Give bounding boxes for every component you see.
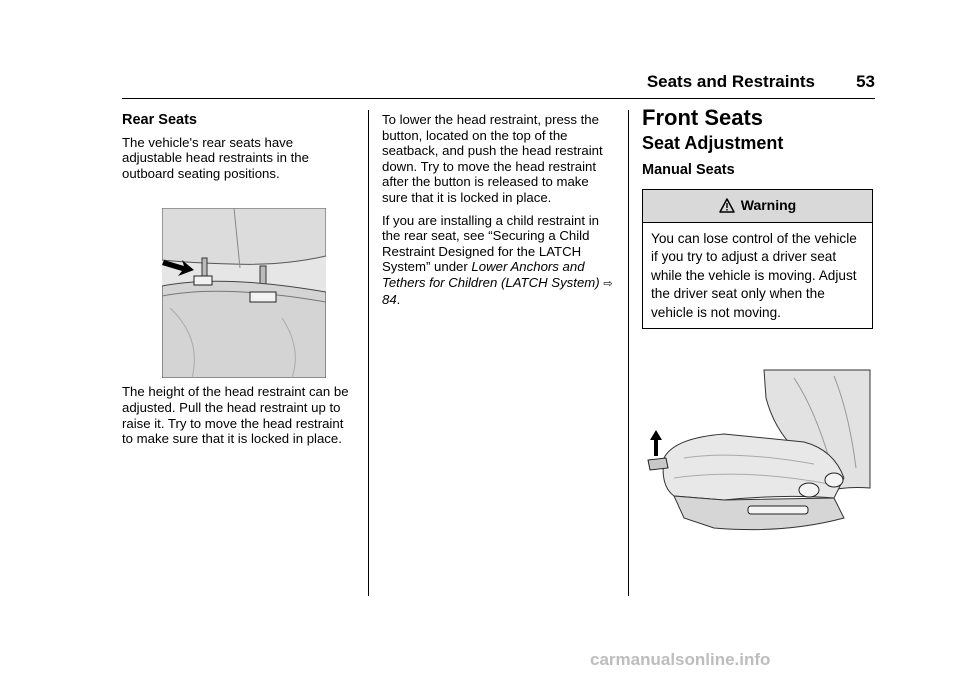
warning-label: Warning — [740, 196, 797, 213]
child-restraint-text: If you are installing a child restraint in the rear seat, see “Securing a Child Restraint Designed for the LATCH System” under Lower Anchors and Tethers for Children (LATCH System) ⇨ 84. — [382, 212, 613, 307]
head-restraint-height-text: The height of the head restraint can be adjusted. Pull the head restraint up to raise it. Try to move the head restraint to make sure that it is locked in place. — [122, 384, 349, 447]
header-rule — [122, 98, 875, 99]
latch-reference-link[interactable]: Lower Anchors and Tethers for Children (LATCH System) — [382, 259, 600, 290]
seat-adjustment-heading: Seat Adjustment — [642, 132, 784, 153]
head-restraint-illustration — [162, 208, 326, 378]
warning-box — [642, 189, 873, 330]
arrow-up-icon — [650, 430, 662, 456]
page-ref-icon: ⇨ — [603, 276, 613, 290]
lower-head-restraint-text: To lower the head restraint, press the button, located on the top of the seatback, and push the head restraint down. Try to move the head restraint after the button is released to make sure that it is locked in place. — [382, 112, 603, 205]
warning-text: You can lose control of the vehicle if you try to adjust a driver seat while the vehicle is moving. Adjust the driver seat only when the vehicle is not moving. — [651, 230, 857, 320]
warning-triangle-icon — [719, 198, 735, 214]
front-seats-title: Front Seats — [642, 105, 764, 130]
manual-seat-illustration — [644, 368, 872, 538]
column-divider-2 — [628, 110, 629, 596]
watermark: carmanualsonline.info — [590, 650, 771, 669]
page-number: 53 — [856, 72, 875, 91]
page-header — [0, 72, 875, 94]
column-right — [642, 105, 875, 329]
column-middle — [382, 110, 614, 314]
column-divider-1 — [368, 110, 369, 596]
page-ref-number[interactable]: 84 — [382, 291, 397, 307]
warning-header — [643, 190, 872, 223]
rear-seats-heading: Rear Seats — [122, 112, 197, 128]
manual-seats-heading: Manual Seats — [642, 162, 735, 179]
section-title: Seats and Restraints — [646, 72, 815, 91]
rear-seats-intro: The vehicle's rear seats have adjustable head restraints in the outboard seating positions. — [122, 134, 309, 181]
